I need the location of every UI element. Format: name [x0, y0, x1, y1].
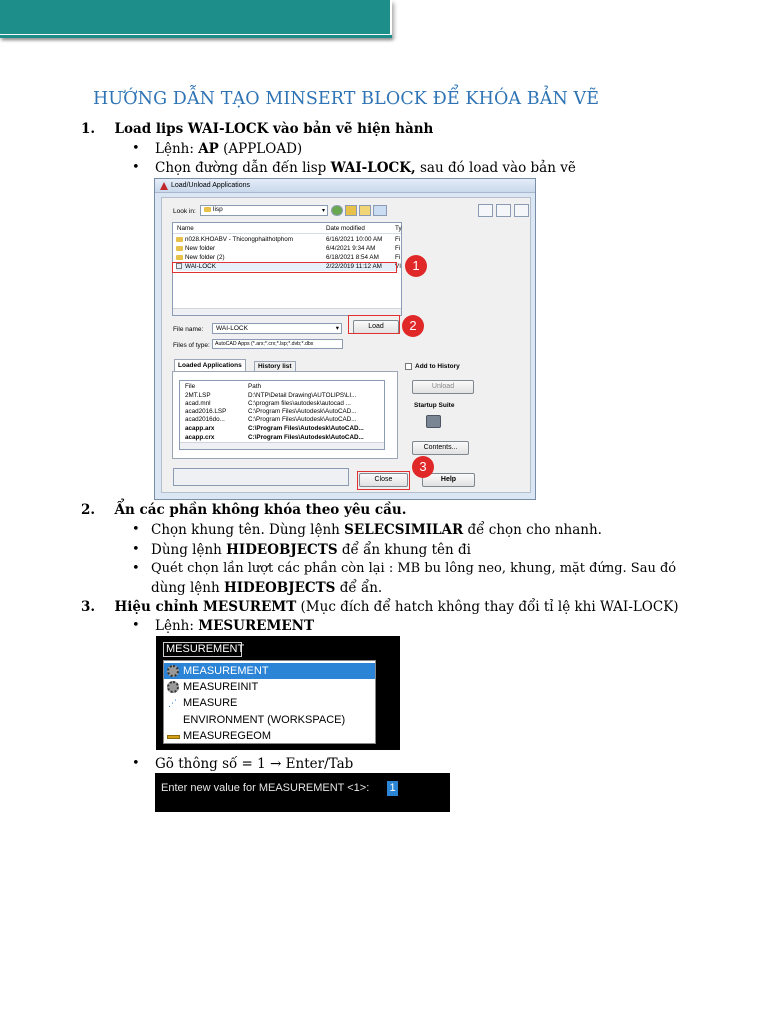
tab-loaded-applications[interactable]: Loaded Applications: [174, 359, 246, 371]
bullet-icon: •: [132, 141, 140, 156]
views-icon[interactable]: [373, 205, 387, 216]
bullet-icon: •: [132, 618, 140, 633]
col-type-header: Ty: [395, 225, 402, 232]
header-band: [0, 0, 390, 34]
s3-b2-prefix: Gõ thông số = 1: [155, 756, 271, 772]
startup-suite-label: Startup Suite: [414, 402, 455, 409]
file-type: Fi: [395, 245, 401, 252]
file-name: New folder: [185, 245, 216, 252]
folder-icon: [176, 237, 183, 242]
chevron-down-icon: ▾: [335, 325, 339, 332]
s2-bullet-1: [151, 522, 602, 538]
dialog-titlebar: [155, 179, 535, 193]
file-name: New folder (2): [185, 254, 225, 261]
prompt-value-input[interactable]: 1: [387, 781, 398, 796]
suggestion-label: MEASUREGEOM: [183, 730, 272, 742]
s3-b1-prefix: Lệnh:: [155, 618, 199, 634]
file-name: n028.KHOABV - Thicongphaithotphom: [185, 236, 294, 243]
section-2-number: 2.: [81, 502, 96, 518]
file-name-input[interactable]: [212, 323, 342, 334]
s1-b1-bold: AP: [198, 141, 219, 157]
s2-b2-prefix: Dùng lệnh: [151, 542, 227, 558]
horizontal-scrollbar[interactable]: [173, 308, 401, 315]
highlight-wai-lock-row: [172, 262, 397, 273]
suggestion-measurement[interactable]: [164, 663, 375, 679]
s1-b2-bold: WAI-LOCK,: [330, 160, 416, 176]
gear-icon: [167, 681, 179, 693]
file-type: VI: [395, 263, 401, 270]
section-2-heading: [81, 502, 406, 518]
add-history-label: Add to History: [415, 363, 460, 370]
folder-icon: [176, 255, 183, 260]
section-2-title: Ẩn các phần không khóa theo yêu cầu.: [114, 502, 407, 518]
section-3-heading: [81, 599, 679, 615]
horizontal-scrollbar[interactable]: [180, 442, 384, 449]
find-file-icon[interactable]: [478, 204, 493, 217]
bullet-icon: •: [132, 542, 140, 557]
new-folder-icon[interactable]: [359, 205, 371, 216]
section-1-number: 1.: [81, 121, 96, 137]
suggestion-label: MEASUREINIT: [183, 681, 259, 693]
folder-icon: [176, 246, 183, 251]
chevron-down-icon: ▾: [321, 208, 325, 214]
s3-b1-bold: MESUREMENT: [198, 618, 315, 634]
col-name-header: Name: [177, 225, 194, 232]
s1-bullet-2: [155, 160, 576, 176]
file-row[interactable]: [176, 244, 215, 253]
command-prompt: [155, 773, 450, 812]
file-row[interactable]: [176, 235, 293, 244]
briefcase-icon: [426, 415, 441, 428]
files-type-label: Files of type:: [173, 342, 210, 349]
loaded-path: C:\Program Files\Autodesk\AutoCAD...: [248, 408, 357, 415]
step-badge-1: 1: [405, 255, 427, 277]
contents-button[interactable]: Contents...: [412, 441, 469, 455]
refresh-icon[interactable]: [514, 204, 529, 217]
step-badge-2: 2: [402, 315, 424, 337]
unload-button[interactable]: Unload: [412, 380, 474, 394]
search-icon[interactable]: [496, 204, 511, 217]
file-date: 6/16/2021 10:00 AM: [326, 236, 383, 243]
arrow-right-icon: →: [270, 756, 282, 772]
s1-b2-prefix: Chọn đường dẫn đến lisp: [155, 160, 331, 176]
file-date: 6/4/2021 9:34 AM: [326, 245, 376, 252]
files-type-select[interactable]: [212, 339, 343, 349]
section-3-title-rest: (Mục đích để hatch không thay đổi tỉ lệ khi WAI-LOCK): [296, 599, 679, 615]
s2-b2-bold: HIDEOBJECTS: [226, 542, 338, 558]
section-1-heading: [81, 121, 433, 137]
look-in-value: lisp: [213, 206, 223, 213]
ruler-icon: [167, 735, 180, 739]
loaded-file: acapp.crx: [185, 434, 215, 441]
dialog-title: Load/Unload Applications: [171, 182, 251, 189]
loaded-path: C:\Program Files\Autodesk\AutoCAD...: [248, 434, 364, 441]
dialog-body: [161, 197, 531, 493]
s3-bullet-1: [155, 618, 314, 634]
measure-icon: ⋰: [168, 698, 177, 708]
tab-history-list[interactable]: History list: [254, 361, 296, 371]
s2-bullet-2: [151, 542, 471, 558]
s1-b2-rest: sau đó load vào bản vẽ: [415, 160, 576, 176]
loaded-file: acapp.arx: [185, 425, 215, 432]
file-name-value: WAI-LOCK: [216, 325, 248, 332]
highlight-load-button: [348, 315, 400, 334]
suggestion-label: MEASURE: [183, 697, 238, 709]
command-input[interactable]: MESUREMENT: [163, 642, 242, 657]
loaded-file: acad2016do...: [185, 416, 225, 423]
loaded-path: C:\program files\autodesk\autocad ...: [248, 400, 351, 407]
s1-b1-prefix: Lệnh:: [155, 141, 199, 157]
suggestion-label: MEASUREMENT: [183, 665, 269, 677]
col-path-header: Path: [248, 383, 261, 390]
s2-b1-prefix: Chọn khung tên. Dùng lệnh: [151, 522, 345, 538]
file-type: Fi: [395, 236, 401, 243]
loaded-file: 2MT.LSP: [185, 392, 211, 399]
loaded-path: D:\NTP\Detail Drawing\AUTOLIPS\LI...: [248, 392, 357, 399]
highlight-close-button: [357, 471, 410, 490]
load-unload-dialog: [154, 178, 536, 500]
gear-icon: [167, 665, 179, 677]
file-name: WAI-LOCK: [185, 263, 216, 270]
suggestion-measuregeom[interactable]: [164, 728, 375, 744]
look-in-label: Look in:: [173, 208, 196, 215]
file-date: 2/22/2019 11:12 AM: [326, 263, 382, 270]
bullet-icon: •: [132, 756, 140, 771]
document-title: HƯỚNG DẪN TẠO MINSERT BLOCK ĐỂ KHÓA BẢN VẼ: [93, 89, 600, 109]
file-type: Fi: [395, 254, 401, 261]
col-date-header: Date modified: [326, 225, 365, 232]
section-1-title: Load lips WAI-LOCK vào bản vẽ hiện hành: [114, 121, 434, 137]
bullet-icon: •: [132, 160, 140, 175]
command-suggestion-list: [163, 660, 376, 744]
step-badge-3: 3: [412, 456, 434, 478]
autocad-logo-icon: [160, 182, 168, 190]
s2-b1-bold: SELECSIMILAR: [344, 522, 464, 538]
suggestion-label: ENVIRONMENT (WORKSPACE): [183, 714, 346, 726]
file-row[interactable]: [176, 253, 225, 262]
help-button[interactable]: Help: [422, 473, 475, 487]
folder-icon: [204, 207, 211, 212]
loaded-path: C:\Program Files\Autodesk\AutoCAD...: [248, 416, 357, 423]
close-button[interactable]: Close: [359, 473, 408, 487]
load-button[interactable]: Load: [353, 320, 399, 334]
add-history-checkbox[interactable]: [405, 363, 412, 370]
s2-b1-rest: để chọn cho nhanh.: [463, 522, 602, 538]
command-autocomplete: [156, 636, 400, 750]
s3-bullet-2: [155, 756, 353, 772]
s2-b2-rest: để ẩn khung tên đi: [337, 542, 471, 558]
back-icon[interactable]: [331, 205, 343, 216]
status-bar: [173, 468, 349, 486]
loaded-file: acad2016.LSP: [185, 408, 227, 415]
prompt-text: Enter new value for MEASUREMENT <1>:: [161, 782, 370, 794]
file-date: 6/18/2021 8:54 AM: [326, 254, 379, 261]
section-3-title: Hiệu chỉnh MESUREMT: [114, 599, 297, 615]
file-name-label: File name:: [173, 326, 204, 333]
header-underline: [0, 35, 392, 38]
suggestion-measureinit[interactable]: [164, 679, 375, 695]
up-folder-icon[interactable]: [345, 205, 357, 216]
s2-b3-bold: HIDEOBJECTS: [223, 580, 336, 596]
s2-b3-prefix: dùng lệnh: [151, 580, 224, 596]
suggestion-measure[interactable]: [164, 695, 375, 711]
s3-b2-rest: Enter/Tab: [281, 756, 354, 772]
bullet-icon: •: [132, 561, 140, 576]
s1-b1-rest: (APPLOAD): [218, 141, 303, 157]
s2-b3-rest: để ẩn.: [335, 580, 383, 596]
suggestion-environment[interactable]: [164, 712, 375, 728]
loaded-file: acad.mnl: [185, 400, 211, 407]
s1-bullet-1: [155, 141, 302, 157]
look-in-select[interactable]: [200, 205, 328, 216]
bullet-icon: •: [132, 522, 140, 537]
loaded-apps-panel: [172, 371, 398, 459]
s2-bullet-3-line-2: [151, 580, 382, 596]
loaded-path: C:\Program Files\Autodesk\AutoCAD...: [248, 425, 364, 432]
loaded-apps-list[interactable]: [179, 380, 385, 450]
files-type-value: AutoCAD Apps (*.arx;*.crx;*.lsp;*.dvb;*.dbx: [215, 341, 314, 347]
col-file-header: File: [185, 383, 196, 390]
section-3-number: 3.: [81, 599, 96, 615]
s2-bullet-3-line-1: Quét chọn lần lượt các phần còn lại : MB bu lông neo, khung, mặt đứng. Sau đó: [151, 561, 677, 576]
